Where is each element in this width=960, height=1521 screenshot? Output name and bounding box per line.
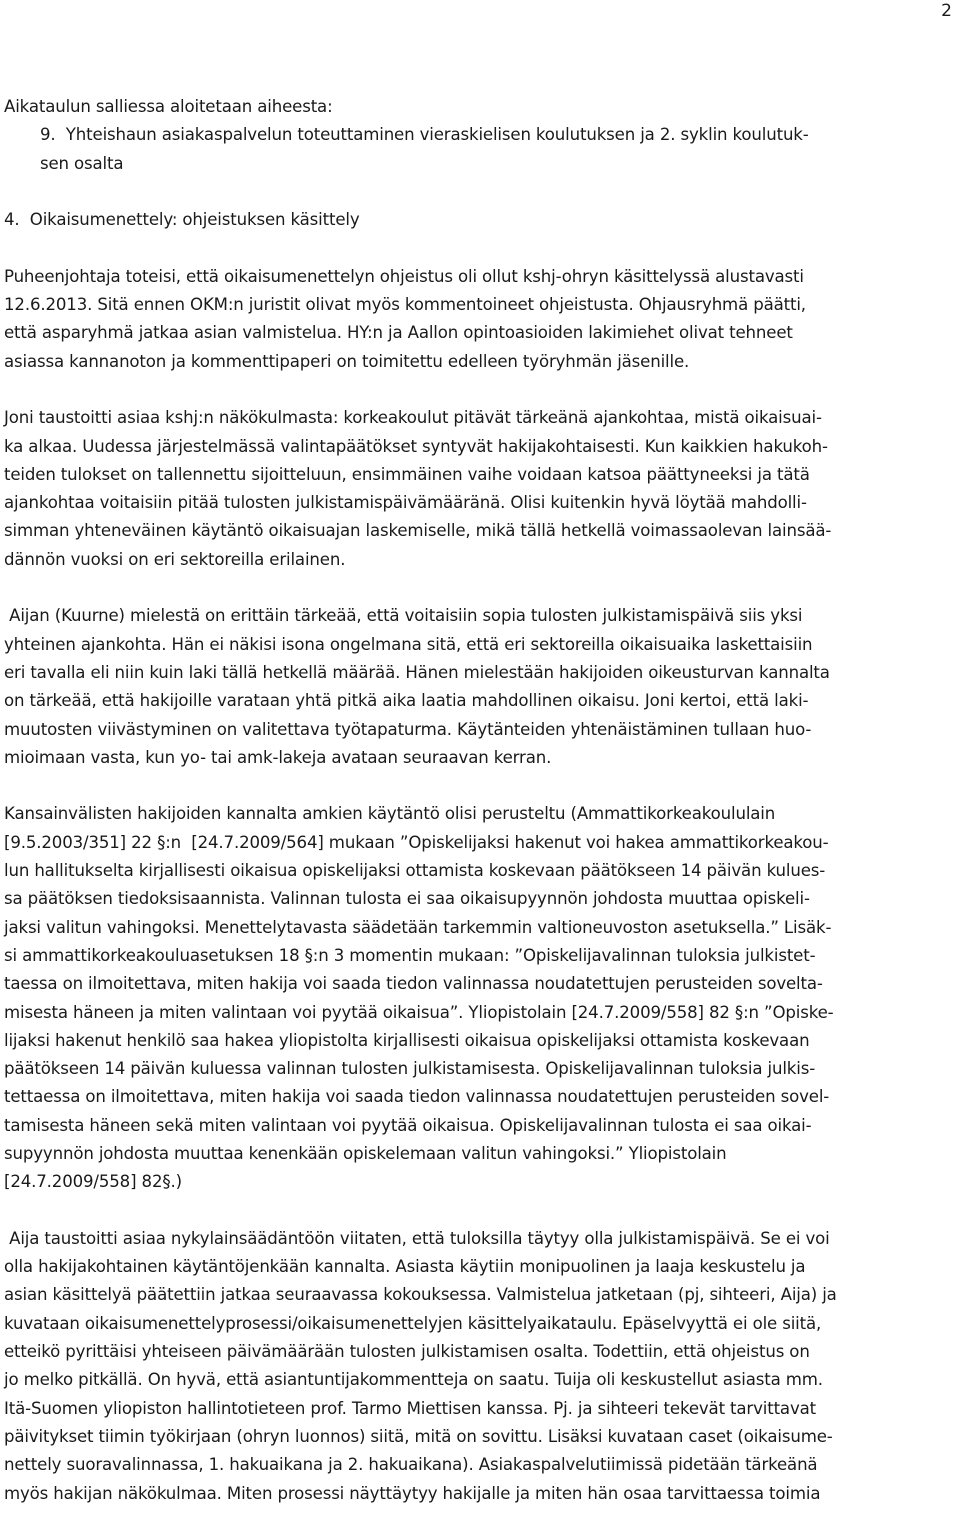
paragraph-line: mioimaan vasta, kun yo- tai amk-lakeja avataan seuraavan kerran. [4, 747, 552, 767]
paragraph-line: Aija taustoitti asiaa nykylainsäädäntöön viitaten, että tuloksilla täytyy olla julkistamispäivä. Se ei voi [4, 1228, 830, 1248]
paragraph-line: taessa on ilmoitettava, miten hakija voi saada tiedon valinnassa noudatettujen perusteiden soveltа- [4, 974, 823, 994]
paragraph-line: 12.6.2013. Sitä ennen OKM:n juristit olivat myös kommentoineet ohjeistusta. Ohjausryhmä päätti, [4, 295, 806, 315]
paragraph-line: asian käsittelyä päätettiin jatkaa seuraavassa kokouksessa. Valmistelua jatketaan (pj, sihteeri, Aija) ja [4, 1285, 837, 1305]
paragraph-line: dännön vuoksi on eri sektoreilla erilainen. [4, 549, 346, 569]
paragraph-line: Joni taustoitti asiaa kshj:n näkökulmasta: korkeakoulut pitävät tärkeänä ajankohtaa, mistä oikaisuai- [4, 408, 822, 428]
paragraph-line: päivitykset tiimin työkirjaan (ohryn luonnos) siitä, mitä on sovittu. Lisäksi kuvataan caset (oikaisume- [4, 1426, 833, 1446]
paragraph-line: päätökseen 14 päivän kuluessa valinnan tulosten julkistamisesta. Opiskelijavalinnan tuloksia julkis- [4, 1059, 816, 1079]
paragraph-line: misesta häneen ja miten valintaan voi pyytää oikaisua”. Yliopistolain [24.7.2009/558] 82 §:n ”Opiske- [4, 1002, 834, 1022]
paragraph-line: eri tavalla eli niin kuin laki tällä hetkellä määrää. Hänen mielestään hakijoiden oikeusturvan kannalta [4, 662, 830, 682]
paragraph-line: Puheenjohtaja toteisi, että oikaisumenettelyn ohjeistus oli ollut kshj-ohryn käsittelyssä alustavasti [4, 266, 804, 286]
paragraph-line: Kansainvälisten hakijoiden kannalta amkien käytäntö olisi perusteltu (Ammattikorkeakoululain [4, 804, 776, 824]
paragraph-line: ka alkaa. Uudessa järjestelmässä valintapäätökset syntyvät hakijakohtaisesti. Kun kaikkien hakukoh- [4, 436, 828, 456]
paragraph-line: että asparyhmä jatkaa asian valmistelua. HY:n ja Aallon opintoasioiden lakimiehet olivat tehneet [4, 323, 793, 343]
document-body [4, 93, 952, 1508]
paragraph-line: jaksi valitun vahingoksi. Menettelytavasta säädetään tarkemmin valtioneuvoston asetuksella.” Lisäk- [4, 917, 832, 937]
paragraph-line: tettaessa on ilmoitettava, miten hakija voi saada tiedon valinnassa noudatettujen perusteiden sovel- [4, 1087, 830, 1107]
paragraph-line: Itä-Suomen yliopiston hallintotieteen prof. Tarmo Miettisen kanssa. Pj. ja sihteeri tekevät tarvittavat [4, 1398, 816, 1418]
paragraph-line: kuvataan oikaisumenettelyprosessi/oikaisumenettelyjen käsittelyaikataulu. Epäselvyyttä ei ole siitä, [4, 1313, 822, 1333]
agenda-intro-heading: Aikataulun salliessa aloitetaan aiheesta: [4, 97, 333, 116]
paragraph-3 [4, 602, 952, 772]
paragraph-line: myös hakijan näkökulmaa. Miten prosessi näyttäytyy hakijalle ja miten hän osaa tarvittaessa toimia [4, 1483, 821, 1503]
paragraph-line: tamisesta häneen sekä miten valintaan voi pyytää oikaisua. Opiskelijavalinnan tulosta ei saa oikai- [4, 1115, 812, 1135]
paragraph-line: supyynnön johdosta muuttaa kenenkään opiskelemaan valitun vahingoksi.” Yliopistolain [4, 1143, 727, 1163]
paragraph-line: teiden tulokset on tallennettu sijoitteluun, ensimmäinen vaihe voidaan katsoa päättyneeksi ja tätä [4, 464, 810, 484]
paragraph-line: olla hakijakohtainen käytäntöjenkään kannalta. Asiasta käytiin monipuolinen ja laaja keskustelu ja [4, 1257, 806, 1277]
paragraph-line: si ammattikorkeakouluasetuksen 18 §:n 3 momentin mukaan: ”Opiskelijavalinnan tuloksia julkistet- [4, 945, 816, 965]
paragraph-line: asiassa kannanoton ja kommenttipaperi on toimitettu edelleen työryhmän jäsenille. [4, 351, 690, 371]
paragraph-line: on tärkeää, että hakijoille varataan yhtä pitkä aika laatia mahdollinen oikaisu. Joni kertoi, että laki- [4, 691, 809, 711]
paragraph-line: jo melko pitkällä. On hyvä, että asiantuntijakommentteja on saatu. Tuija oli keskustellut asiasta mm. [4, 1370, 823, 1390]
agenda-item-9-text-line-2: sen osalta [40, 153, 124, 173]
paragraph-line: nettely suoravalinnassa, 1. hakuaikana ja 2. hakuaikana). Asiakaspalvelutiimissä pidetään tärkeänä [4, 1455, 818, 1475]
paragraph-line: ajankohtaa voitaisiin pitää tulosten julkistamispäivämääränä. Olisi kuitenkin hyvä löytää mahdolli- [4, 493, 807, 513]
paragraph-1 [4, 263, 952, 376]
paragraph-2 [4, 404, 952, 574]
paragraph-line: lijaksi hakenut henkilö saa hakea yliopistolta kirjallisesti oikaisua opiskelijaksi ottamista koskevaan [4, 1030, 810, 1050]
agenda-item-9 [4, 121, 952, 149]
agenda-item-9-number: 9. [40, 125, 56, 145]
paragraph-line: simman yhteneväinen käytäntö oikaisuajan laskemiselle, mikä tällä hetkellä voimassaolevan lainsää- [4, 521, 832, 541]
paragraph-line: yhteinen ajankohta. Hän ei näkisi isona ongelmana sitä, että eri sektoreilla oikaisuaika laskettaisiin [4, 634, 813, 654]
paragraph-4 [4, 800, 952, 1196]
paragraph-line: sa päätöksen tiedoksisaannista. Valinnan tulosta ei saa oikaisupyynnön johdosta muuttaa opiskeli- [4, 889, 810, 909]
paragraph-line: lun hallitukselta kirjallisesti oikaisua opiskelijaksi ottamista koskevaan päätökseen 14 päivän kulues- [4, 861, 826, 881]
paragraph-line: etteikö pyrittäisi yhteiseen päivämäärään tulosten julkistamisen osalta. Todettiin, että ohjeistus on [4, 1342, 810, 1362]
paragraph-line: Aijan (Kuurne) mielestä on erittäin tärkeää, että voitaisiin sopia tulosten julkistamispäivä siis yksi [4, 606, 803, 626]
agenda-item-9-text-line-1: Yhteishaun asiakaspalvelun toteuttaminen vieraskielisen koulutuksen ja 2. syklin koulutuk- [65, 125, 809, 145]
paragraph-line: muutosten viivästyminen on valitettava työtapaturma. Käytänteiden yhtenäistäminen tullaan huo- [4, 719, 812, 739]
paragraph-line: [24.7.2009/558] 82§.) [4, 1172, 182, 1192]
page-number: 2 [941, 1, 952, 21]
section-4-heading: 4. Oikaisumenettely: ohjeistuksen käsittely [4, 210, 360, 230]
paragraph-line: [9.5.2003/351] 22 §:n [24.7.2009/564] mukaan ”Opiskelijaksi hakenut voi hakea ammattikorkeakou- [4, 832, 829, 852]
paragraph-5 [4, 1225, 952, 1508]
